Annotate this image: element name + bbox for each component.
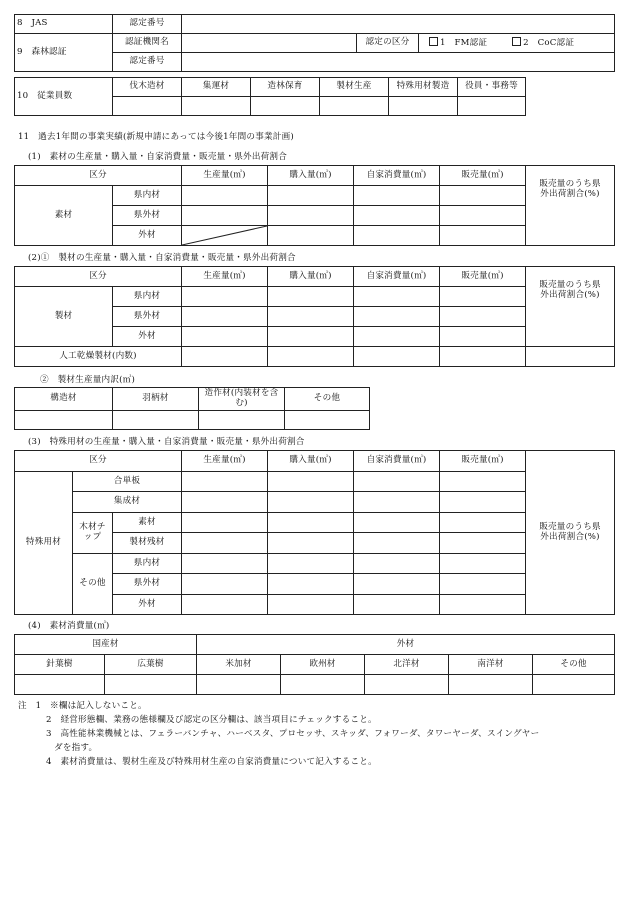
employee-col-4: 特殊用材製造 [389, 78, 458, 97]
consumption-col-0: 針葉樹 [15, 655, 105, 675]
table2-title: (2)① 製材の生産量・購入量・自家消費量・販売量・県外出荷割合 [28, 253, 296, 263]
forest-cert-label: 9 森林認証 [15, 34, 113, 72]
disabled-cell [182, 226, 268, 246]
special-group-label: 特殊用材 [15, 472, 73, 615]
cell[interactable] [354, 492, 440, 513]
row-label-foreign: 外材 [113, 595, 182, 615]
purchase-header: 購入量(㎥) [268, 267, 354, 287]
cell[interactable] [440, 347, 526, 367]
cell[interactable] [268, 492, 354, 513]
ratio-header: 販売量のうち県外出荷割合(%) [526, 166, 615, 246]
consumption-col-4: 北洋材 [365, 655, 449, 675]
cell[interactable] [354, 307, 440, 327]
sales-header: 販売量(㎥) [440, 451, 526, 472]
row-label-out-pref: 県外材 [113, 574, 182, 595]
cell[interactable] [440, 554, 526, 574]
cell[interactable] [354, 533, 440, 554]
jas-label: 8 JAS [15, 15, 113, 34]
certification-table [14, 14, 615, 72]
cell[interactable] [268, 186, 354, 206]
coc-option-label: 2 CoC認証 [523, 38, 575, 49]
fm-checkbox[interactable] [429, 37, 438, 46]
table2b-title: ② 製材生産量内訳(㎥) [40, 375, 136, 385]
self-use-header: 自家消費量(㎥) [354, 451, 440, 472]
forest-cert-number-field[interactable] [182, 53, 615, 72]
breakdown-col-3: その他 [285, 388, 370, 411]
row-label-raw: 素材 [113, 513, 182, 533]
cell[interactable] [268, 287, 354, 307]
cell[interactable] [440, 574, 526, 595]
employee-col-3: 製材生産 [320, 78, 389, 97]
cell[interactable] [182, 492, 268, 513]
kubun-header: 区分 [15, 451, 182, 472]
row-label-plywood: 合単板 [73, 472, 182, 492]
employee-col-2: 造林保育 [251, 78, 320, 97]
note-3b: ダを指す。 [54, 743, 98, 753]
cell[interactable] [354, 327, 440, 347]
cell[interactable] [440, 186, 526, 206]
cell[interactable] [354, 186, 440, 206]
production-header: 生産量(㎥) [182, 166, 268, 186]
cell[interactable] [268, 595, 354, 615]
cell[interactable] [440, 492, 526, 513]
table4-title: (4) 素材消費量(㎥) [28, 621, 110, 631]
cell[interactable] [268, 472, 354, 492]
employees-table [14, 77, 526, 116]
ratio-header: 販売量のうち県外出荷割合(%) [526, 451, 615, 615]
fm-option-label: 1 FM認証 [440, 38, 488, 49]
cell[interactable] [354, 226, 440, 246]
cell[interactable] [533, 675, 615, 695]
cell[interactable] [182, 186, 268, 206]
cell[interactable] [440, 287, 526, 307]
cell[interactable] [268, 307, 354, 327]
kubun-header: 区分 [15, 267, 182, 287]
consumption-table [14, 634, 615, 695]
cell[interactable] [268, 206, 354, 226]
cell[interactable] [182, 206, 268, 226]
cell[interactable] [449, 675, 533, 695]
cell[interactable] [285, 411, 370, 430]
cell[interactable] [268, 513, 354, 533]
purchase-header: 購入量(㎥) [268, 166, 354, 186]
row-label-foreign: 外材 [113, 327, 182, 347]
cert-division-options [419, 34, 615, 53]
cell[interactable] [354, 472, 440, 492]
cell[interactable] [440, 307, 526, 327]
consumption-col-1: 広葉樹 [105, 655, 197, 675]
row-label-in-pref: 県内材 [113, 186, 182, 206]
row-label-chip: 木材チップ [73, 513, 113, 554]
note-3a: 3 高性能林業機械とは、フェラーバンチャ、ハーベスタ、プロセッサ、スキッダ、フォワーダ、タワーヤーダ、スイングヤー [46, 729, 540, 739]
cell[interactable] [365, 675, 449, 695]
breakdown-col-0: 構造材 [15, 388, 113, 411]
cell[interactable] [15, 411, 113, 430]
kiln-dried-label: 人工乾燥製材(内数) [15, 347, 182, 367]
cell[interactable] [354, 347, 440, 367]
row-label-out-pref: 県外材 [113, 307, 182, 327]
domestic-header: 国産材 [15, 635, 197, 655]
consumption-col-5: 南洋材 [449, 655, 533, 675]
timber-table [14, 165, 615, 246]
cell[interactable] [440, 226, 526, 246]
breakdown-col-2: 造作材(内装材を含む) [199, 388, 285, 411]
sales-header: 販売量(㎥) [440, 166, 526, 186]
kubun-header: 区分 [15, 166, 182, 186]
cell[interactable] [268, 347, 354, 367]
cell[interactable] [268, 574, 354, 595]
employee-field[interactable] [251, 97, 320, 116]
cell[interactable] [440, 327, 526, 347]
consumption-col-2: 米加材 [197, 655, 281, 675]
cell[interactable] [354, 287, 440, 307]
production-header: 生産量(㎥) [182, 451, 268, 472]
cell[interactable] [526, 347, 615, 367]
cell[interactable] [182, 595, 268, 615]
cell[interactable] [197, 675, 281, 695]
cell[interactable] [182, 472, 268, 492]
cell[interactable] [440, 595, 526, 615]
note-4: 4 素材消費量は、製材生産及び特殊用材生産の自家消費量について記入すること。 [46, 757, 377, 767]
cell[interactable] [182, 574, 268, 595]
note-2: 2 経営形態欄、業務の態様欄及び認定の区分欄は、該当項目にチェックすること。 [46, 715, 377, 725]
employee-field[interactable] [320, 97, 389, 116]
consumption-col-6: その他 [533, 655, 615, 675]
cell[interactable] [268, 533, 354, 554]
table3-title: (3) 特殊用材の生産量・購入量・自家消費量・販売量・県外出荷割合 [28, 437, 305, 447]
special-timber-table [14, 450, 615, 615]
row-label-out-pref: 県外材 [113, 206, 182, 226]
coc-checkbox[interactable] [512, 37, 521, 46]
timber-group-label: 素材 [15, 186, 113, 246]
cell[interactable] [182, 327, 268, 347]
cell[interactable] [182, 347, 268, 367]
row-label-other: その他 [73, 554, 113, 615]
cell[interactable] [354, 574, 440, 595]
lumber-breakdown-table [14, 387, 370, 430]
self-use-header: 自家消費量(㎥) [354, 267, 440, 287]
cell[interactable] [268, 554, 354, 574]
breakdown-col-1: 羽柄材 [113, 388, 199, 411]
employee-col-1: 集運材 [182, 78, 251, 97]
jas-cert-number-field[interactable] [182, 15, 615, 34]
row-label-in-pref: 県内材 [113, 554, 182, 574]
employee-field[interactable] [182, 97, 251, 116]
employee-col-0: 伐木造材 [113, 78, 182, 97]
cell[interactable] [182, 307, 268, 327]
cell[interactable] [354, 554, 440, 574]
purchase-header: 購入量(㎥) [268, 451, 354, 472]
forest-cert-number-label: 認定番号 [113, 53, 182, 72]
note-1: 注 1 ※欄は記入しないこと。 [18, 701, 147, 711]
ratio-header: 販売量のうち県外出荷割合(%) [526, 267, 615, 347]
cert-body-label: 認証機関名 [113, 34, 182, 53]
cell[interactable] [182, 287, 268, 307]
cert-body-field[interactable] [182, 34, 357, 53]
employee-field[interactable] [458, 97, 526, 116]
consumption-col-3: 欧州材 [281, 655, 365, 675]
cell[interactable] [182, 513, 268, 533]
production-header: 生産量(㎥) [182, 267, 268, 287]
cell[interactable] [354, 513, 440, 533]
cell[interactable] [354, 206, 440, 226]
cell[interactable] [182, 533, 268, 554]
cell[interactable] [182, 554, 268, 574]
employee-col-5: 役員・事務等 [458, 78, 526, 97]
section-11-title: 11 過去1年間の事業実績(新規申請にあっては今後1年間の事業計画) [18, 132, 294, 142]
cell[interactable] [113, 411, 199, 430]
row-label-foreign: 外材 [113, 226, 182, 246]
slash-line [182, 226, 267, 245]
sales-header: 販売量(㎥) [440, 267, 526, 287]
table1-title: (1) 素材の生産量・購入量・自家消費量・販売量・県外出荷割合 [28, 152, 287, 162]
cell[interactable] [440, 513, 526, 533]
self-use-header: 自家消費量(㎥) [354, 166, 440, 186]
employee-field[interactable] [389, 97, 458, 116]
cell[interactable] [354, 595, 440, 615]
jas-cert-number-label: 認定番号 [113, 15, 182, 34]
cell[interactable] [15, 675, 105, 695]
employee-field[interactable] [113, 97, 182, 116]
cell[interactable] [440, 206, 526, 226]
foreign-header: 外材 [197, 635, 615, 655]
cell[interactable] [268, 226, 354, 246]
employees-label: 10 従業員数 [15, 78, 113, 116]
cell[interactable] [440, 533, 526, 554]
cell[interactable] [440, 472, 526, 492]
row-label-in-pref: 県内材 [113, 287, 182, 307]
cell[interactable] [268, 327, 354, 347]
lumber-table [14, 266, 615, 367]
row-label-laminated: 集成材 [73, 492, 182, 513]
cell[interactable] [281, 675, 365, 695]
cell[interactable] [105, 675, 197, 695]
row-label-offcut: 製材残材 [113, 533, 182, 554]
lumber-group-label: 製材 [15, 287, 113, 347]
cert-division-label: 認定の区分 [357, 34, 419, 53]
cell[interactable] [199, 411, 285, 430]
